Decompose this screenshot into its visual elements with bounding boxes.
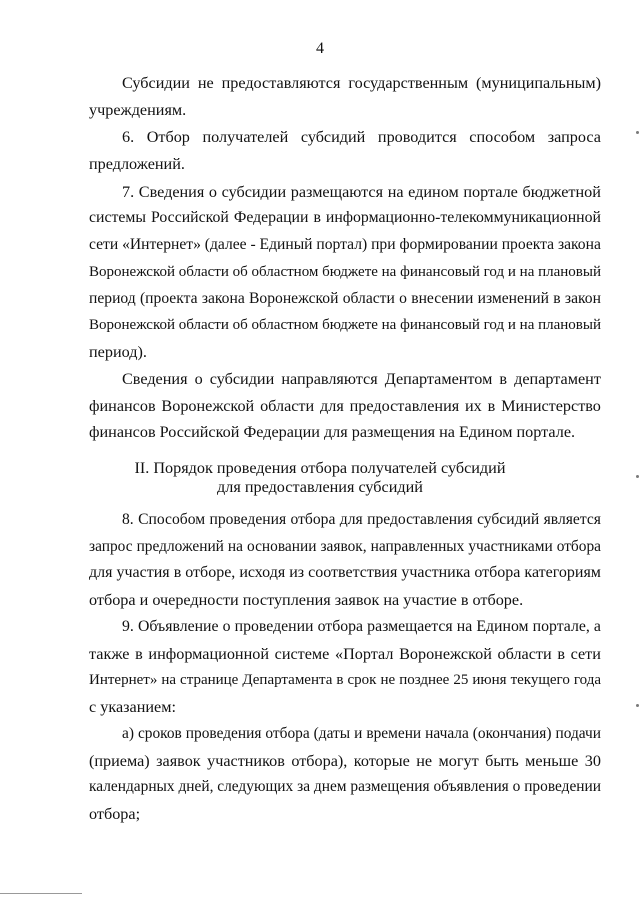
paragraph-9-line-2 [89,644,601,664]
word: плановый [538,317,601,333]
word: способом [469,128,536,146]
word: проведения [185,725,262,742]
word: плановый [538,264,601,280]
paragraph-8-line-1 [122,510,601,530]
paragraph-7-line-1 [122,182,601,202]
word: года [573,672,601,688]
word: Едином [476,618,529,635]
word: участниками [468,538,553,555]
word: в [487,397,496,415]
word: и [507,264,516,280]
paragraph-info-line-3: финансов Российской Федерации для размещения на Едином портале. [89,423,576,441]
word: отбора [317,618,364,635]
paragraph-6-line-2: предложений. [89,155,185,173]
word: области [497,645,552,663]
paragraph-info-line-1 [122,369,601,389]
word: Способом [138,511,206,528]
word: для [320,397,344,415]
word: «Портал [335,645,394,663]
word: июня [472,672,507,688]
word: времени [366,725,422,742]
word: 25 [453,672,469,688]
word: категориям [524,564,601,581]
word: год [483,317,505,333]
word: на [519,317,535,333]
word: которые [353,752,410,770]
word: дней, [178,778,214,795]
word: области [260,397,315,415]
paragraph-1-line-1 [122,73,601,93]
word: отбора [290,511,336,528]
page-number: 4 [316,40,324,57]
word: странице [180,672,239,688]
word: основании [247,538,317,555]
word: в [336,672,344,688]
item-a-line-4: отбора; [89,805,141,823]
word: на [227,538,243,555]
word: размещается [367,618,453,635]
word: закона [557,236,601,253]
word: «Интернет» [122,236,201,253]
word: Единый [259,236,313,253]
word: исходя [239,564,286,581]
word: субсидий [300,128,366,146]
word: на [381,317,397,333]
word: Воронежской [249,290,339,307]
word: отбора [474,564,521,581]
word: отбора), [291,752,348,770]
word: на [381,264,397,280]
word: системе [274,645,330,663]
word: о [512,778,521,795]
scan-edge-line [0,893,82,894]
word: их [465,397,482,415]
word: соответствия [308,564,398,581]
paragraph-7-line-5 [89,289,601,309]
paragraph-info-line-2 [89,396,601,416]
word: едином [408,183,459,201]
word: государственным [348,74,469,92]
word: информационно-телекоммуникационной [325,209,601,226]
word: области [342,290,395,307]
word: подачи [555,725,601,742]
word: могут [438,752,479,770]
paragraph-7-line-3 [89,235,601,255]
word: информационной [148,645,269,663]
word: сети [570,645,601,663]
word: предоставления [367,511,473,528]
word: размещения [350,778,430,795]
word: Отбор [146,128,190,146]
word: объявления [433,778,509,795]
word: Федерации [233,209,309,226]
word: закон [564,290,601,307]
word: получателей [202,128,289,146]
word: (муниципальным) [475,74,601,92]
word: областном [251,317,319,333]
word: в [557,645,565,663]
word: не [380,672,396,688]
paragraph-7-line-4 [89,262,601,282]
word: а [593,618,601,635]
item-a-line-1 [122,724,601,744]
item-a-line-2 [89,751,601,771]
scan-speck [636,131,639,134]
word: о [222,618,231,635]
word: проведения [209,511,287,528]
word: области [178,264,229,280]
word: бюджете [322,317,378,333]
word: за [297,778,311,795]
word: для [89,564,113,581]
item-a-line-3 [89,777,601,797]
section-heading-line-2: для предоставления субсидий [217,478,423,496]
word: год [483,264,505,280]
word: для [339,511,363,528]
word: запроса [547,128,601,146]
word: Министерство [501,397,601,415]
word: сроков [137,725,182,742]
word: и [354,725,363,742]
word: отбора [556,538,601,555]
word: направляются [281,370,378,388]
scan-speck [636,475,639,478]
paragraph-7-line-2 [89,208,601,228]
paragraph-9-line-3 [89,670,601,690]
word: портале, [532,618,590,635]
word: срок [347,672,377,688]
paragraph-8-line-3 [89,563,601,583]
word: начала [425,725,469,742]
word: в [499,370,508,388]
word: проведении [234,618,314,635]
word: Интернет» [89,672,158,688]
word: (приема) [89,752,150,770]
word: 30 [584,752,601,770]
word: - [250,236,256,253]
word: Департаментом [384,370,493,388]
word: финансов [89,397,156,415]
paragraph-7-line-7: период). [89,343,147,361]
word: заявок [156,752,201,770]
word: формировании [399,236,498,253]
word: 6. [122,128,135,146]
word: субсидии [221,183,287,201]
paragraph-8-line-2 [89,537,601,557]
word: календарных [89,778,175,795]
word: текущего [510,672,570,688]
word: в [553,290,561,307]
word: период [89,290,136,307]
word: Воронежской [89,264,175,280]
word: 9. [122,618,134,635]
word: а) [122,725,134,742]
word: проекта [501,236,555,253]
word: проведении [524,778,601,795]
word: быть [485,752,519,770]
word: закона [201,290,245,307]
word: направленных [370,538,465,555]
word: предоставления [349,397,460,415]
word: 8. [122,511,134,528]
word: об [232,317,248,333]
word: в [135,645,143,663]
scan-speck [636,704,639,707]
word: также [89,645,130,663]
word: в [173,564,182,581]
paragraph-9-line-1 [122,617,601,637]
word: (далее [204,236,247,253]
word: о [208,183,217,201]
word: Воронежской [161,397,255,415]
word: портале [463,183,518,201]
word: запрос [89,538,133,555]
word: Сведения [138,183,205,201]
word: внесении [411,290,474,307]
paragraph-8-line-4: отбора и очередности поступления заявок на участие в отборе. [89,591,524,609]
word: и [507,317,516,333]
word: на [161,672,177,688]
word: Российской [151,209,229,226]
word: заявок, [320,538,367,555]
word: Субсидии [122,74,190,92]
word: участника [401,564,471,581]
word: не [416,752,433,770]
word: областном [251,264,319,280]
word: позднее [399,672,450,688]
word: предоставляются [221,74,341,92]
word: сети [89,236,119,253]
word: о [194,370,203,388]
word: из [289,564,305,581]
paragraph-9-line-4: с указанием: [89,698,176,716]
word: в [313,209,321,226]
word: на [387,183,404,201]
word: системы [89,209,147,226]
word: 7. [122,183,135,201]
word: изменений [477,290,549,307]
word: следующих [217,778,294,795]
word: (даты [313,725,351,742]
word: бюджете [322,264,378,280]
word: финансовый [400,317,480,333]
word: Департамента [242,672,333,688]
word: Воронежской [399,645,492,663]
word: Сведения [122,370,188,388]
word: Воронежской [89,317,175,333]
section-heading-line-1: II. Порядок проведения отбора получателей субсидий [134,459,506,477]
paragraph-1-line-2: учреждениям. [89,101,187,119]
word: финансовый [400,264,480,280]
word: является [543,511,601,528]
word: меньше [525,752,579,770]
word: не [197,74,214,92]
word: департамент [514,370,601,388]
word: проводится [377,128,457,146]
word: бюджетной [522,183,601,201]
paragraph-7-line-6 [89,315,601,335]
word: участников [207,752,285,770]
word: отборе, [185,564,236,581]
word: области [178,317,229,333]
word: днем [313,778,347,795]
word: на [519,264,535,280]
word: портал) [316,236,368,253]
word: участия [116,564,170,581]
word: на [456,618,473,635]
word: об [232,264,248,280]
paragraph-6-line-1 [122,127,601,147]
word: Объявление [137,618,219,635]
word: при [371,236,396,253]
word: размещаются [290,183,384,201]
word: (проекта [139,290,198,307]
word: о [399,290,407,307]
word: отбора [265,725,310,742]
word: субсидий [477,511,540,528]
word: субсидии [209,370,275,388]
word: предложений [136,538,224,555]
word: (окончания) [472,725,552,742]
